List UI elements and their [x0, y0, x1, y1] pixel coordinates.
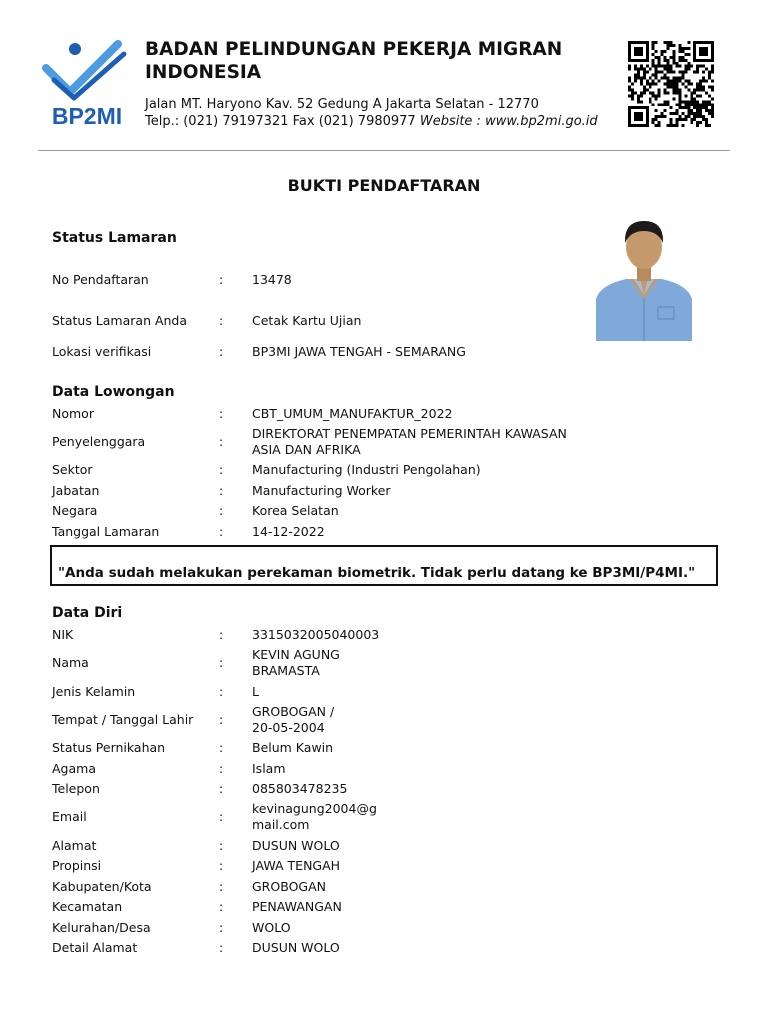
field-label: Status Lamaran Anda: [52, 313, 188, 328]
field-label: Tempat / Tanggal Lahir: [52, 712, 194, 727]
contact-line: [145, 113, 598, 130]
colon-separator: :: [219, 627, 224, 642]
field-label: Tanggal Lamaran: [52, 524, 160, 539]
colon-separator: :: [219, 899, 224, 914]
field-label: Alamat: [52, 838, 97, 853]
field-value-line2: BRAMASTA: [252, 663, 320, 678]
field-label: Agama: [52, 761, 96, 776]
field-value: DIREKTORAT PENEMPATAN PEMERINTAH KAWASAN: [252, 426, 567, 441]
website: Website : www.bp2mi.go.id: [419, 114, 598, 129]
address-line: Jalan MT. Haryono Kav. 52 Gedung A Jakarta Selatan - 12770: [145, 97, 539, 112]
field-label: Penyelenggara: [52, 434, 146, 449]
field-label: Kabupaten/Kota: [52, 879, 152, 894]
qr-code-icon: [626, 41, 716, 127]
field-label: Negara: [52, 503, 98, 518]
field-label: Kelurahan/Desa: [52, 920, 151, 935]
colon-separator: :: [219, 809, 224, 824]
field-label: Propinsi: [52, 858, 102, 873]
field-label: Status Pernikahan: [52, 740, 166, 755]
colon-separator: :: [219, 838, 224, 853]
organization-address-block: [145, 96, 598, 130]
colon-separator: :: [219, 858, 224, 873]
section-status-lamaran: Status Lamaran: [52, 230, 177, 246]
field-value: kevinagung2004@g: [252, 801, 377, 816]
field-value: 085803478235: [252, 781, 348, 796]
colon-separator: :: [219, 655, 224, 670]
biometric-notice-text: "Anda sudah melakukan perekaman biometrik. Tidak perlu datang ke BP3MI/P4MI.": [58, 565, 696, 581]
field-value: 3315032005040003: [252, 627, 380, 642]
field-value: 13478: [252, 272, 292, 287]
colon-separator: :: [219, 761, 224, 776]
field-value-line2: ASIA DAN AFRIKA: [252, 442, 361, 457]
field-label: Kecamatan: [52, 899, 123, 914]
field-value: DUSUN WOLO: [252, 838, 340, 853]
field-value: PENAWANGAN: [252, 899, 342, 914]
section-data-lowongan: Data Lowongan: [52, 384, 175, 400]
applicant-photo: [596, 203, 692, 341]
field-label: No Pendaftaran: [52, 272, 149, 287]
field-label: NIK: [52, 627, 74, 642]
field-value-line2: 20-05-2004: [252, 720, 325, 735]
field-value: Cetak Kartu Ujian: [252, 313, 362, 328]
header-divider: [38, 150, 730, 151]
field-value: GROBOGAN: [252, 879, 326, 894]
field-label: Nama: [52, 655, 89, 670]
field-label: Nomor: [52, 406, 94, 421]
field-value: WOLO: [252, 920, 291, 935]
phone-fax: Telp.: (021) 79197321 Fax (021) 7980977: [145, 114, 416, 129]
colon-separator: :: [219, 684, 224, 699]
field-value: CBT_UMUM_MANUFAKTUR_2022: [252, 406, 453, 421]
field-value: KEVIN AGUNG: [252, 647, 340, 662]
biometric-notice-box: [50, 545, 718, 586]
field-value: Belum Kawin: [252, 740, 334, 755]
field-label: Jabatan: [52, 483, 100, 498]
field-value: DUSUN WOLO: [252, 940, 340, 955]
colon-separator: :: [219, 879, 224, 894]
colon-separator: :: [219, 712, 224, 727]
field-value: Manufacturing (Industri Pengolahan): [252, 462, 481, 477]
field-label: Telepon: [52, 781, 100, 796]
colon-separator: :: [219, 940, 224, 955]
field-value: BP3MI JAWA TENGAH - SEMARANG: [252, 344, 466, 359]
document-title: BUKTI PENDAFTARAN: [287, 176, 481, 195]
field-value: Islam: [252, 761, 286, 776]
logo-text: BP2MI: [51, 103, 123, 128]
field-value: JAWA TENGAH: [252, 858, 341, 873]
field-label: Sektor: [52, 462, 93, 477]
field-value: Manufacturing Worker: [252, 483, 391, 498]
field-value: L: [252, 684, 259, 699]
field-value: Korea Selatan: [252, 503, 339, 518]
colon-separator: :: [219, 920, 224, 935]
field-value: GROBOGAN /: [252, 704, 335, 719]
field-label: Jenis Kelamin: [52, 684, 136, 699]
field-label: Email: [52, 809, 87, 824]
organization-name: BADAN PELINDUNGAN PEKERJA MIGRAN INDONESIA: [145, 39, 563, 83]
bp2mi-logo-icon: [40, 38, 134, 128]
section-data-diri: Data Diri: [52, 605, 123, 621]
field-value: 14-12-2022: [252, 524, 325, 539]
field-value-line2: mail.com: [252, 817, 310, 832]
colon-separator: :: [219, 740, 224, 755]
colon-separator: :: [219, 781, 224, 796]
field-label: Detail Alamat: [52, 940, 138, 955]
field-label: Lokasi verifikasi: [52, 344, 152, 359]
